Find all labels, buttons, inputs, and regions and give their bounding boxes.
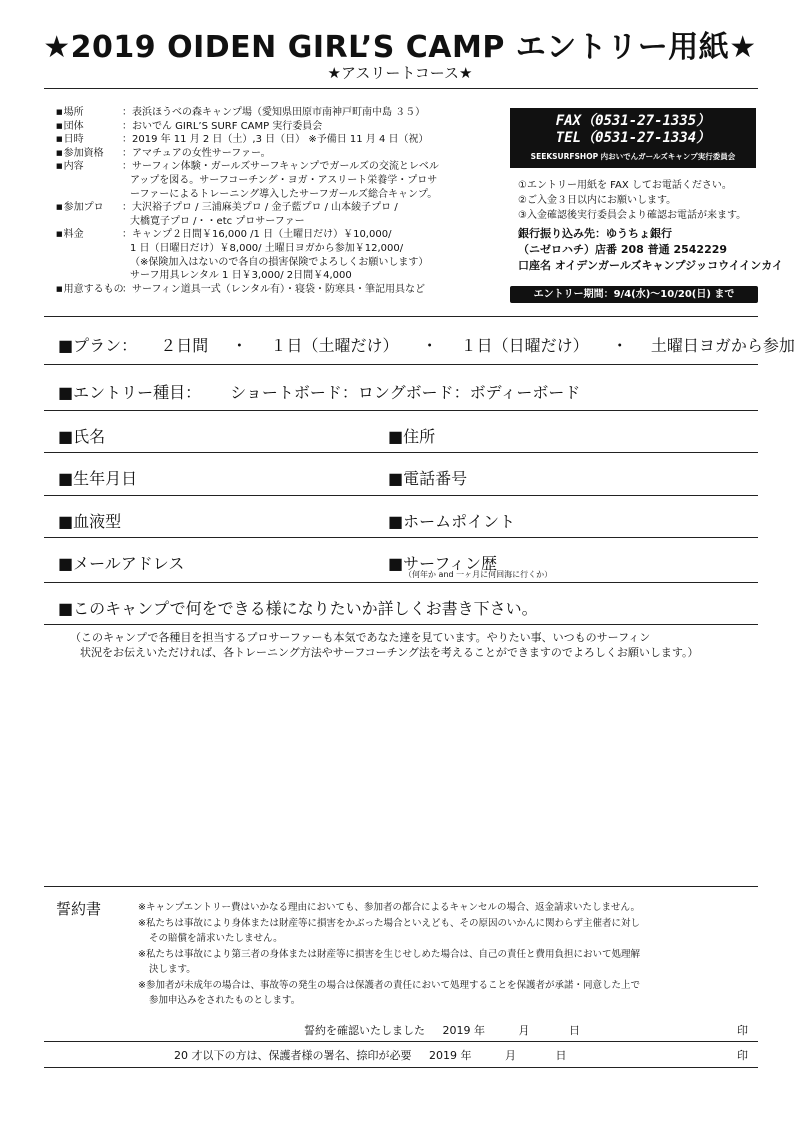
pledge-terms bbox=[138, 900, 758, 1009]
info-row-organizer bbox=[56, 120, 508, 134]
info-value: ：大沢裕子プロ / 三浦麻美プロ / 金子藍プロ / 山本綾子プロ / bbox=[122, 202, 398, 214]
sign-month: 月 bbox=[518, 1024, 530, 1037]
sign-day: 日 bbox=[555, 1049, 567, 1062]
divider bbox=[44, 1041, 758, 1042]
pledge-line: ※私たちは事故により第三者の身体または財産等に損害を生じせしめた場合は、自己の責任と費用負担において処理解 bbox=[138, 948, 640, 960]
question-note-line: （このキャンプで各種目を担当するプロサーファーも本気であなた達を見ています。やりたい事、いつものサーフィン bbox=[70, 631, 651, 644]
bank-line: （ニゼロハチ）店番 208 普通 2542229 bbox=[518, 243, 728, 256]
pledge-line: その賠償を請求いたしません。 bbox=[149, 933, 283, 944]
question-note-line: 状況をお伝えいただければ、各トレーニング方法やサーフコーチング法を考えることができますのでよろしくお願いします。） bbox=[80, 646, 699, 659]
info-value: 1 日（日曜日だけ）￥8,000/ 土曜日ヨガから参加￥12,000/ bbox=[130, 242, 404, 254]
home-point-field[interactable]: ■ ホームポイント bbox=[388, 509, 515, 532]
shop-name: SEEKSURFSHOP 内おいでんガールズキャンプ実行委員会 bbox=[530, 152, 736, 161]
info-row-date bbox=[56, 133, 508, 147]
phone-field[interactable]: ■ 電話番号 bbox=[388, 466, 467, 489]
info-row-fees bbox=[56, 228, 508, 282]
pledge-title: 誓約書 bbox=[56, 900, 102, 918]
blood-type-field[interactable]: ■ 血液型 bbox=[58, 509, 121, 532]
confirm-sign-row[interactable] bbox=[304, 1022, 580, 1038]
email-field[interactable]: ■ メールアドレス bbox=[58, 551, 184, 574]
info-row-venue bbox=[56, 106, 508, 120]
info-label: ■ 内容 bbox=[56, 160, 122, 201]
seal-mark: 印 bbox=[737, 1049, 748, 1062]
question-note bbox=[70, 630, 699, 660]
surf-history-note: （何年か and 一ヶ月に何回海に行くか） bbox=[404, 570, 553, 579]
info-value: ：アマチュアの女性サーファー。 bbox=[122, 147, 271, 159]
entry-step: ③入金確認後実行委員会より確認お電話が来ます。 bbox=[518, 210, 747, 221]
event-info bbox=[56, 106, 508, 296]
bank-line: 口座名 オイデンガールズキャンプジッコウイインカイ bbox=[518, 259, 783, 272]
seal-mark: 印 bbox=[737, 1024, 748, 1037]
info-value: ：2019 年 11 月 2 日（土）,3 日（日） ※予備日 11 月 4 日（祝） bbox=[122, 134, 429, 146]
confirm-label: 誓約を確認いたしました bbox=[304, 1024, 425, 1037]
entry-category-options[interactable]: ショートボード：ロングボード：ボディーボード bbox=[230, 383, 581, 402]
pledge-line: ※キャンプエントリー費はいかなる理由においても、参加者の都合によるキャンセルの場合、返金請求いたしません。 bbox=[138, 902, 641, 913]
birthdate-field[interactable]: ■ 生年月日 bbox=[58, 466, 137, 489]
divider bbox=[44, 624, 758, 625]
info-value: ：キャンプ２日間￥16,000 /1 日（土曜日だけ）￥10,000/ bbox=[122, 229, 392, 241]
pledge-line: ※私たちは事故により身体または財産等に損害をかぶった場合といえども、その原因のいかんに関わらず主催者に対し bbox=[138, 917, 640, 929]
info-value: 大橋寛子プロ /・・etc プロサーファー bbox=[130, 215, 305, 227]
info-value: サーフ用具レンタル 1 日￥3,000/ 2日間￥4,000 bbox=[130, 270, 352, 282]
info-label: ■ 場所 bbox=[56, 106, 122, 120]
pledge-line: 参加申込みをされたものとします。 bbox=[149, 995, 301, 1006]
sign-year: 2019 年 bbox=[442, 1024, 485, 1037]
info-row-eligibility bbox=[56, 147, 508, 161]
info-label: ■ 料金 bbox=[56, 228, 122, 282]
goal-question[interactable]: ■ このキャンプで何をできる様になりたいか詳しくお書き下さい。 bbox=[58, 596, 538, 619]
info-value: アップを図る。サーフコーチング・ヨガ・アスリート栄養学・プロサ bbox=[130, 174, 438, 186]
sign-day: 日 bbox=[569, 1024, 580, 1037]
surf-history-field[interactable]: ■ サーフィン歴 bbox=[388, 551, 497, 574]
info-label: ■ 参加プロ bbox=[56, 201, 122, 228]
pledge-line: 決します。 bbox=[149, 964, 196, 975]
guardian-label: 20 才以下の方は、保護者様の署名、捺印が必要 bbox=[174, 1049, 412, 1062]
info-row-content bbox=[56, 160, 508, 201]
entry-steps bbox=[518, 178, 758, 223]
plan-separator: ・ bbox=[421, 336, 438, 355]
entry-category-row bbox=[58, 380, 580, 403]
plan-option-yoga[interactable]: 土曜日ヨガから参加 bbox=[650, 336, 795, 355]
page-title: ★2019 OIDEN GIRL’S CAMP エントリー用紙★ bbox=[43, 30, 757, 65]
entry-period-badge: エントリー期間：9/4(水)～10/20(日) まで bbox=[510, 286, 758, 303]
plan-separator: ・ bbox=[611, 336, 628, 355]
info-value: ：おいでん GIRL’S SURF CAMP 実行委員会 bbox=[122, 120, 323, 132]
divider bbox=[44, 452, 758, 453]
info-value: ：サーフィン道具一式（レンタル有）・寝袋・防寒具・筆記用具など bbox=[122, 283, 426, 295]
info-label: ■ 用意するもの bbox=[56, 283, 122, 297]
contact-box bbox=[510, 108, 756, 168]
bank-info bbox=[518, 226, 783, 274]
page-subtitle: ★アスリートコース★ bbox=[327, 64, 473, 82]
info-value: ：表浜ほうべの森キャンプ場（愛知県田原市南神戸町南中島 ３５） bbox=[122, 107, 426, 118]
fax-number: FAX（0531-27-1335） bbox=[555, 113, 711, 129]
plan-label: ■ プラン： bbox=[58, 336, 137, 355]
info-label: ■ 団体 bbox=[56, 120, 122, 134]
pledge-divider bbox=[44, 886, 758, 887]
entry-category-label: ■ エントリー種目： bbox=[58, 383, 201, 402]
sign-year: 2019 年 bbox=[429, 1049, 472, 1062]
plan-row bbox=[58, 333, 795, 356]
divider bbox=[44, 1067, 758, 1068]
title-divider bbox=[44, 88, 758, 89]
plan-separator: ・ bbox=[231, 336, 248, 355]
plan-option-2days[interactable]: ２日間 bbox=[160, 336, 209, 355]
pledge-line: ※参加者が未成年の場合は、事故等の発生の場合は保護者の責任において処理することを保護者が承諾・同意した上で bbox=[138, 979, 640, 991]
info-value: ：サーフィン体験・ガールズサーフキャンプでガールズの交流とレベル bbox=[122, 161, 439, 173]
entry-step: ①エントリー用紙を FAX してお電話ください。 bbox=[518, 180, 732, 191]
name-field[interactable]: ■ 氏名 bbox=[58, 424, 105, 447]
info-row-bring bbox=[56, 283, 508, 297]
info-value: （※保険加入はないので各自の損害保険でよろしくお願いします） bbox=[130, 256, 429, 268]
info-value: ーファーによるトレーニング導入したサーフガールズ総合キャンプ。 bbox=[130, 188, 438, 200]
divider bbox=[44, 410, 758, 411]
bank-line: 銀行振り込み先：ゆうちょ銀行 bbox=[518, 227, 672, 240]
guardian-sign-row[interactable] bbox=[174, 1047, 567, 1063]
divider bbox=[44, 495, 758, 496]
address-field[interactable]: ■ 住所 bbox=[388, 424, 435, 447]
divider bbox=[44, 364, 758, 365]
sign-month: 月 bbox=[505, 1049, 516, 1062]
divider bbox=[44, 537, 758, 538]
divider bbox=[44, 316, 758, 317]
info-row-pros bbox=[56, 201, 508, 228]
info-label: ■ 日時 bbox=[56, 133, 122, 147]
plan-option-saturday[interactable]: １日（土曜だけ） bbox=[270, 336, 399, 355]
tel-number: TEL（0531-27-1334） bbox=[555, 130, 711, 146]
plan-option-sunday[interactable]: １日（日曜だけ） bbox=[460, 336, 589, 355]
entry-step: ②ご入金３日以内にお願いします。 bbox=[518, 195, 677, 206]
info-label: ■ 参加資格 bbox=[56, 147, 122, 161]
divider bbox=[44, 582, 758, 583]
